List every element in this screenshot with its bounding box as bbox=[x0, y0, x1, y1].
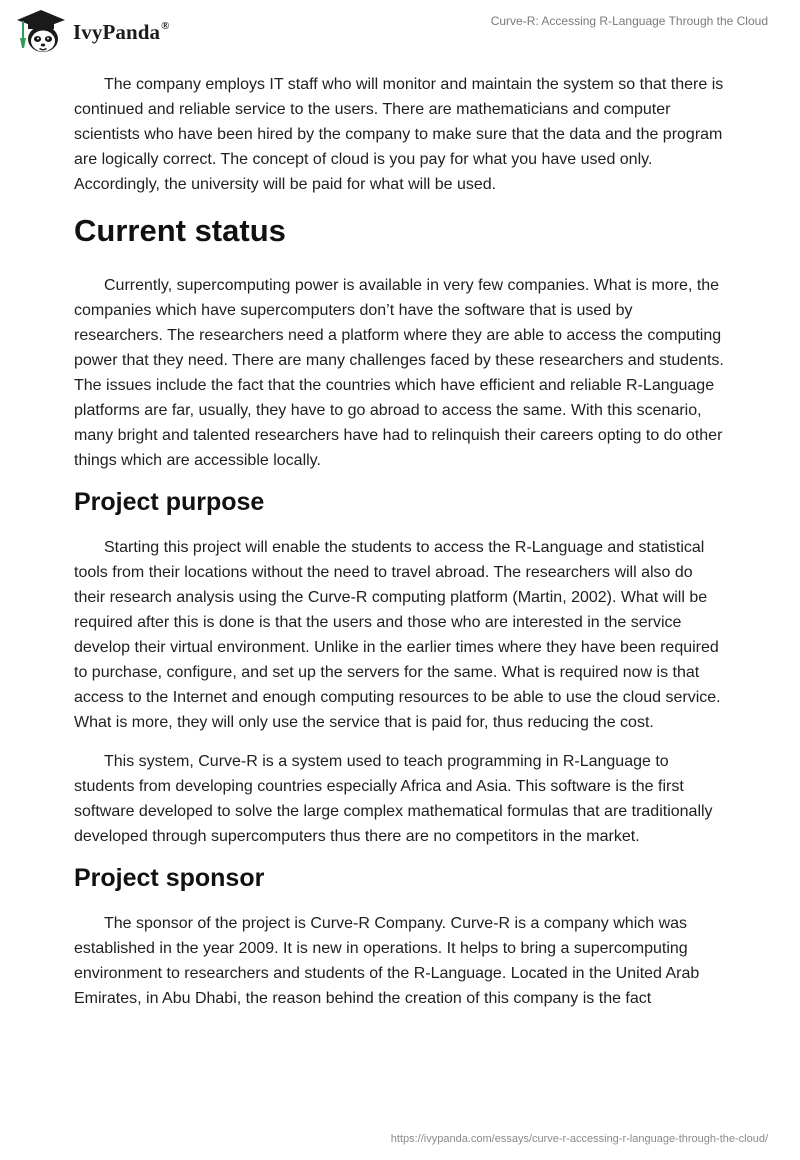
paragraph-project-purpose-2: This system, Curve-R is a system used to teach programming in R-Language to students from developing countries especially Africa and Asia. This software is the first software developed to solve the large complex mathematical formulas that are traditionally developed through supercomputers thus there are no competitors in the market. bbox=[74, 753, 713, 845]
brand-name: IvyPanda® bbox=[73, 19, 170, 44]
article-body bbox=[74, 72, 724, 1025]
heading-current-status: Current status bbox=[74, 213, 286, 248]
paragraph-current-status: Currently, supercomputing power is available in very few companies. What is more, the companies which have supercomputers don’t have the software that is used by researchers. The researchers need a platform where they are able to access the computing power that they need. There are many challenges faced by these researchers and students. The issues include the fact that the countries which have efficient and reliable R-Language platforms are far, usually, they have to go abroad to access the same. With this scenario, many bright and talented researchers have had to relinquish their careers opting to do other things which are accessible locally. bbox=[74, 277, 724, 469]
paragraph-intro: The company employs IT staff who will monitor and maintain the system so that there is continued and reliable service to the users. There are mathematicians and computer scientists who have been hired by the company to make sure that the data and the program are logically correct. The concept of cloud is you pay for what you have used only. Accordingly, the university will be paid for what will be used. bbox=[74, 76, 724, 193]
footer-url[interactable]: https://ivypanda.com/essays/curve-r-accessing-r-language-through-the-cloud/ bbox=[390, 1133, 768, 1145]
heading-project-sponsor: Project sponsor bbox=[74, 864, 265, 892]
heading-project-purpose: Project purpose bbox=[74, 488, 265, 516]
paragraph-project-sponsor: The sponsor of the project is Curve-R Company. Curve-R is a company which was established in the year 2009. It is new in operations. It helps to bring a supercomputing environment to researchers and students of the R-Language. Located in the United Arab Emirates, in Abu Dhabi, the reason behind the creation of this company is the fact bbox=[74, 915, 700, 1007]
panda-graduate-logo-icon bbox=[15, 8, 67, 56]
brand-logo[interactable] bbox=[15, 8, 170, 56]
page-header bbox=[0, 0, 800, 62]
paragraph-project-purpose-1: Starting this project will enable the students to access the R-Language and statistical tools from their locations without the need to travel abroad. The researchers will also do their research analysis using the Curve-R computing platform (Martin, 2002). What will be required after this is done is that the users and those who are interested in the service develop their virtual environment. Unlike in the earlier times where they have been required to purchase, configure, and set up the servers for the same. What is required now is that access to the Internet and enough computing resources to be able to use the cloud service. What is more, they will only use the service that is paid for, thus reducing the cost. bbox=[74, 539, 721, 731]
document-title: Curve-R: Accessing R-Language Through the Cloud bbox=[490, 14, 768, 28]
registered-mark: ® bbox=[161, 19, 170, 32]
